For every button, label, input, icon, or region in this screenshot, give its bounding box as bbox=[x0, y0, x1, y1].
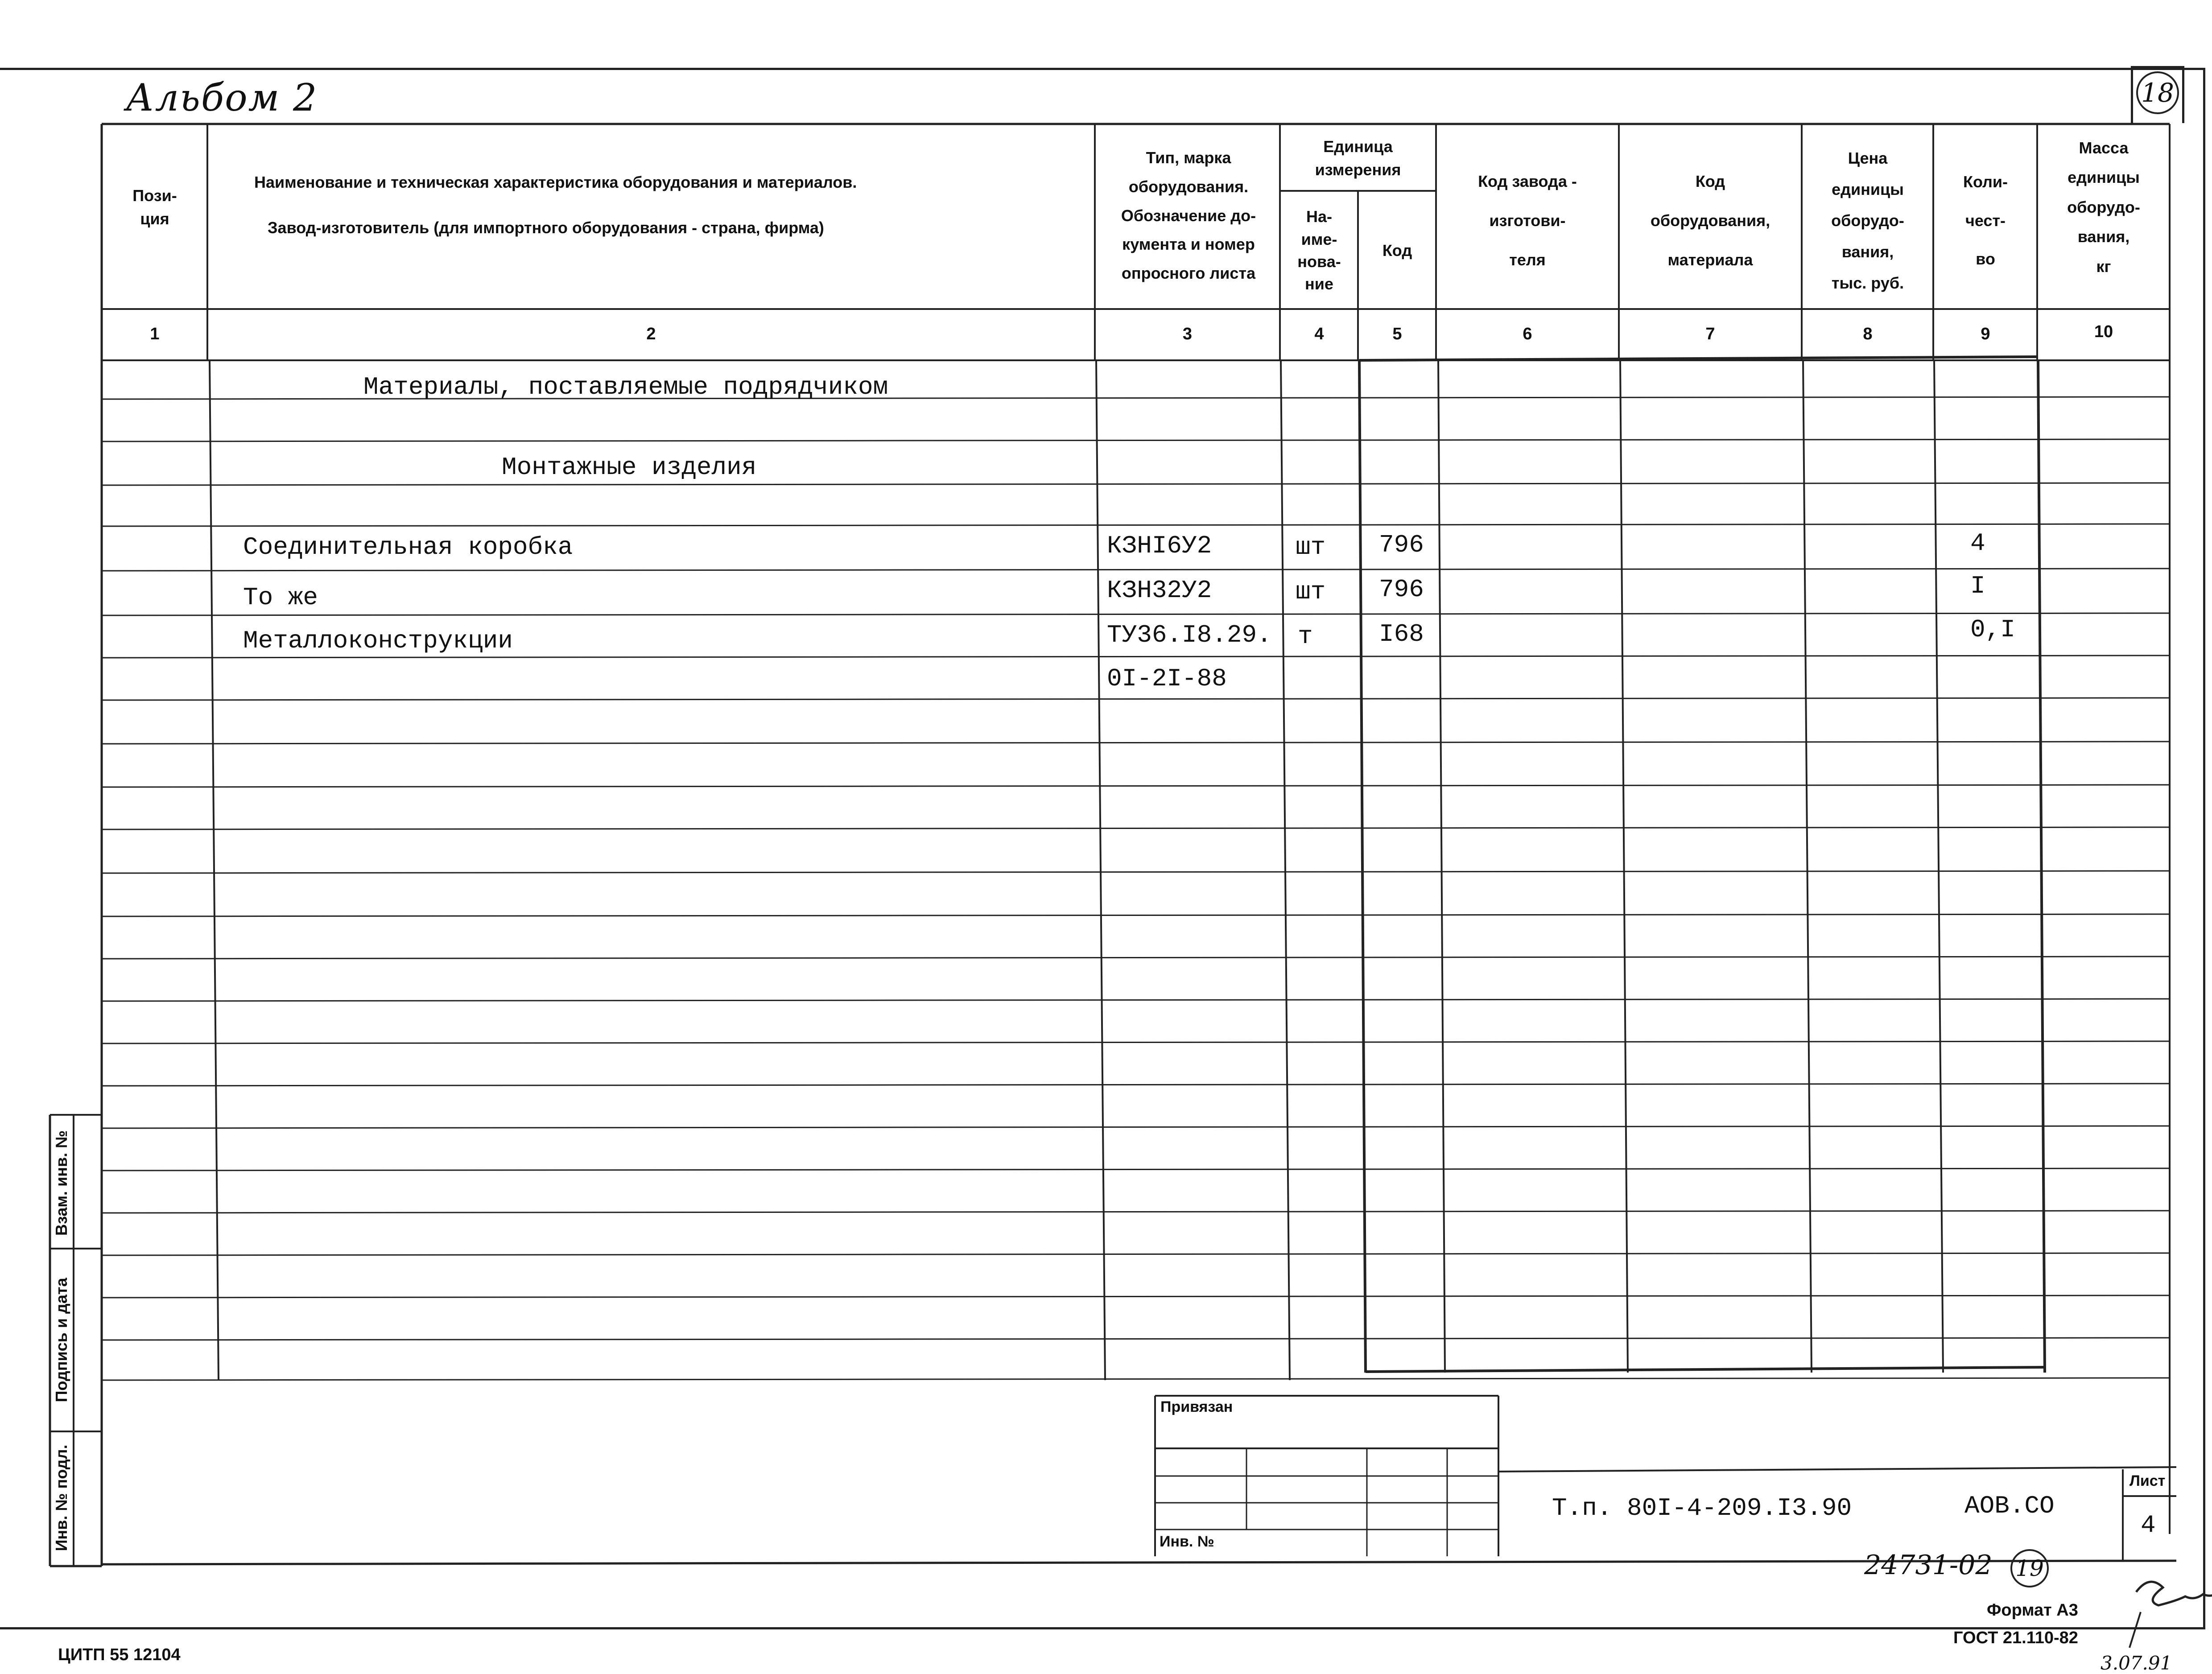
footer-circle-number-text: 19 bbox=[2015, 1555, 2044, 1581]
header-type-label: Тип, марка оборудования. Обозначение до- кумента и номер опросного листа bbox=[1121, 148, 1256, 283]
row-item-name: Металлоконструкции bbox=[243, 627, 513, 655]
footer-org: ЦИТП 55 12104 bbox=[58, 1645, 181, 1664]
header-unit-code-label: Код bbox=[1382, 241, 1412, 260]
column-number-3: 3 bbox=[1182, 325, 1193, 344]
sheet-circle-number-text: 18 bbox=[2141, 78, 2174, 108]
header-position-label: Пози- ция bbox=[132, 186, 177, 228]
column-number-1: 1 bbox=[150, 325, 160, 344]
header-quantity-label: Коли- чест- во bbox=[1963, 173, 2008, 268]
title-privyazan: Привязан bbox=[1160, 1398, 1233, 1415]
row-item-name: Соединительная коробка bbox=[243, 533, 573, 561]
row-item-qty: 0,I bbox=[1970, 615, 2015, 644]
stamp-inv-podl: Инв. № подл. bbox=[52, 1444, 70, 1551]
row-item-unit: шт bbox=[1296, 577, 1326, 606]
header-name-line2: Завод-изготовитель (для импортного оборудования - страна, фирма) bbox=[268, 219, 824, 237]
row-item-type: КЗНI6У2 bbox=[1107, 532, 1212, 560]
row-item-code: 796 bbox=[1379, 531, 1424, 559]
title-doc-code: Т.п. 80I-4-209.I3.90 bbox=[1552, 1494, 1852, 1522]
title-inv-no: Инв. № bbox=[1160, 1533, 1214, 1550]
row-item-qty: I bbox=[1970, 572, 1985, 600]
header-equipment-code-label: Код оборудования, материала bbox=[1650, 172, 1770, 269]
header-name-line1: Наименование и техническая характеристика оборудования и материалов. bbox=[254, 173, 857, 191]
title-list-number: 4 bbox=[2141, 1511, 2156, 1539]
column-number-9: 9 bbox=[1981, 325, 1990, 344]
row-item-name: То же bbox=[243, 583, 318, 612]
footer-date-handwritten: 3.07.91 bbox=[2101, 1652, 2172, 1674]
header-price-label: Цена единицы оборудо- вания, тыс. руб. bbox=[1831, 148, 1904, 293]
header-factory-code-label: Код завода - изготови- теля bbox=[1478, 172, 1577, 269]
header-unit-group-label: Единица измерения bbox=[1315, 137, 1401, 179]
header-mass-label: Масса единицы оборудо- вания, кг bbox=[2067, 138, 2140, 276]
stamp-vzam-inv: Взам. инв. № bbox=[52, 1130, 70, 1236]
column-number-10: 10 bbox=[2094, 322, 2113, 342]
column-number-8: 8 bbox=[1863, 325, 1873, 344]
title-mark: АОВ.СО bbox=[1964, 1492, 2055, 1520]
column-number-4: 4 bbox=[1314, 325, 1324, 344]
row-item-type: 0I-2I-88 bbox=[1107, 664, 1227, 693]
row-item-unit: шт bbox=[1296, 533, 1326, 561]
column-number-2: 2 bbox=[646, 325, 656, 344]
title-list-label: Лист bbox=[2129, 1472, 2166, 1489]
row-item-type: ТУ36.I8.29. bbox=[1107, 621, 1272, 649]
row-section-heading-mounting: Монтажные изделия bbox=[502, 453, 757, 482]
column-number-5: 5 bbox=[1392, 325, 1402, 344]
stamp-podpis-data: Подпись и дата bbox=[52, 1278, 70, 1402]
row-item-code: I68 bbox=[1379, 620, 1424, 648]
row-item-code: 796 bbox=[1379, 575, 1424, 604]
column-number-6: 6 bbox=[1523, 325, 1532, 344]
footer-format: Формат А3 bbox=[1987, 1601, 2078, 1620]
row-section-heading-materials: Материалы, поставляемые подрядчиком bbox=[363, 373, 888, 401]
row-item-unit: т bbox=[1298, 622, 1313, 651]
column-number-7: 7 bbox=[1705, 325, 1715, 344]
footer-gost: ГОСТ 21.110-82 bbox=[1953, 1629, 2078, 1647]
album-title: Альбом 2 bbox=[126, 76, 318, 120]
row-item-type: КЗН32У2 bbox=[1107, 576, 1212, 605]
header-unit-name-label: На- име- нова- ние bbox=[1297, 207, 1341, 293]
row-item-qty: 4 bbox=[1970, 529, 1985, 557]
footer-handwritten-number: 24731-02 bbox=[1864, 1550, 1993, 1581]
